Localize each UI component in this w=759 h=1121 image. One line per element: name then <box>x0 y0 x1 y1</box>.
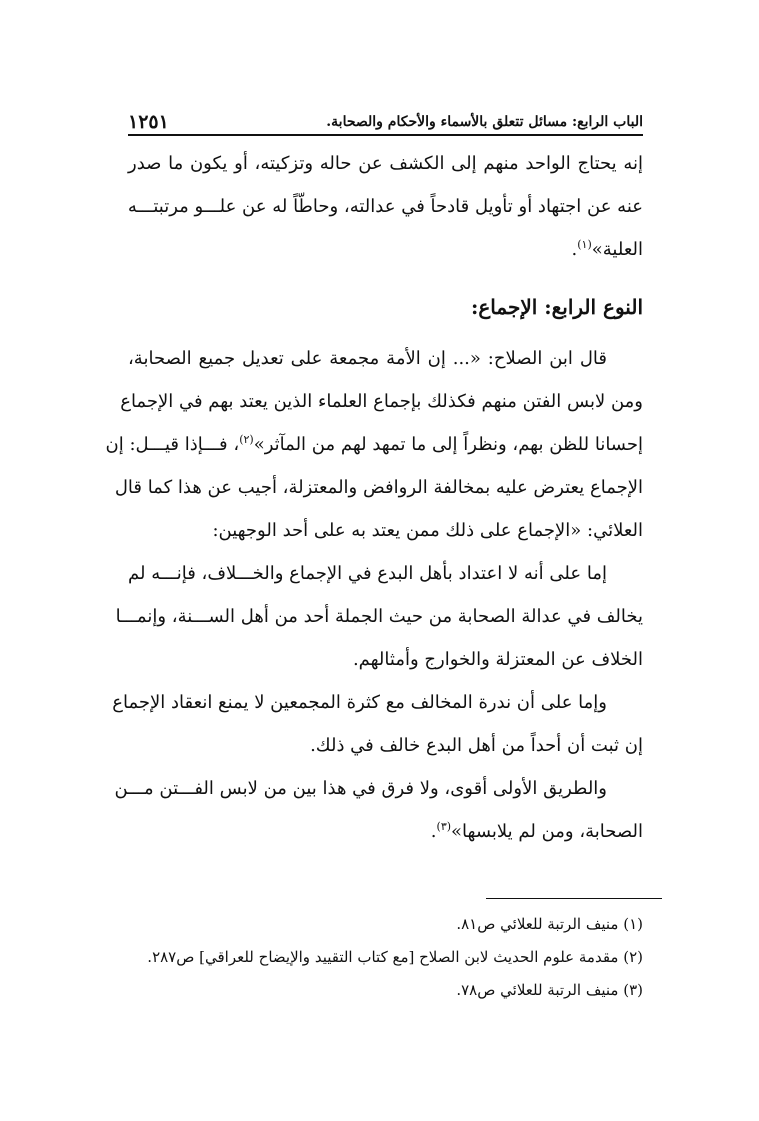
text-line: عنه عن اجتهاد أو تأويل قادحاً في عدالته، وحاطّاً له عن علـــو مرتبتـــه <box>127 196 643 217</box>
text-line: يخالف في عدالة الصحابة من حيث الجملة أحد من أهل الســـنة، وإنمـــا <box>115 606 643 627</box>
text-line: الخلاف عن المعتزلة والخوارج وأمثالهم. <box>352 649 643 670</box>
footnote-ref: (٢) <box>239 433 254 446</box>
text-line: إن ثبت أن أحداً من أهل البدع خالف في ذلك. <box>310 735 643 756</box>
page-number: ١٢٥١ <box>128 111 169 133</box>
text-line <box>105 423 643 466</box>
text-line: إنه يحتاج الواحد منهم إلى الكشف عن حاله وتزكيته، أو يكون ما صدر <box>128 153 643 174</box>
footnote-ref: (٣) <box>436 820 452 833</box>
text-fragment: الصحابة، ومن لم يلابسها» <box>451 821 643 842</box>
text-fragment: إحسانا للظن بهم، ونظراً إلى ما تمهد لهم من المآثر» <box>253 434 643 455</box>
text-line: إما على أنه لا اعتداد بأهل البدع في الإجماع والخـــلاف، فإنـــه لم <box>128 563 608 584</box>
paragraph-ibn-salah <box>105 337 643 552</box>
text-fragment: . <box>571 239 578 260</box>
footnote-1: (١) منيف الرتبة للعلائي ص٨١. <box>456 915 643 933</box>
text-line: قال ابن الصلاح: «... إن الأمة مجمعة على تعديل جميع الصحابة، <box>128 348 607 369</box>
intro-paragraph <box>128 142 643 271</box>
paragraph-first-way <box>115 552 643 681</box>
text-line: الإجماع يعترض عليه بمخالفة الروافض والمعتزلة، أجيب عن هذا كما قال <box>114 477 643 498</box>
paragraph-conclusion <box>114 767 643 853</box>
paragraph-second-way <box>112 681 643 767</box>
text-line: والطريق الأولى أقوى، ولا فرق في هذا بين من لابس الفـــتن مـــن <box>114 778 607 799</box>
text-line: ومن لابس الفتن منهم فكذلك بإجماع العلماء الذين يعتد بهم في الإجماع <box>120 391 643 412</box>
footnotes <box>128 908 643 1007</box>
running-header <box>128 104 643 136</box>
footnote-separator <box>486 898 662 899</box>
footnote-3: (٣) منيف الرتبة للعلائي ص٧٨. <box>456 981 643 999</box>
footnote-ref: (١) <box>577 238 592 251</box>
text-line <box>128 228 643 271</box>
text-line: وإما على أن ندرة المخالف مع كثرة المجمعين لا يمنع انعقاد الإجماع <box>112 692 607 713</box>
chapter-title: الباب الرابع: مسائل تتعلق بالأسماء والأحكام والصحابة. <box>326 114 643 130</box>
section-heading: النوع الرابع: الإجماع: <box>470 295 643 319</box>
text-line: العلائي: «الإجماع على ذلك ممن يعتد به على أحد الوجهين: <box>212 520 643 541</box>
text-line <box>128 810 643 853</box>
text-fragment: ، فـــإذا قيـــل: إن <box>105 434 240 455</box>
footnote-2: (٢) مقدمة علوم الحديث لابن الصلاح [مع كتاب التقييد والإيضاح للعراقي] ص٢٨٧. <box>147 948 643 966</box>
text-fragment: العلية» <box>591 239 643 260</box>
text-fragment: . <box>430 821 437 842</box>
main-text <box>105 142 643 853</box>
